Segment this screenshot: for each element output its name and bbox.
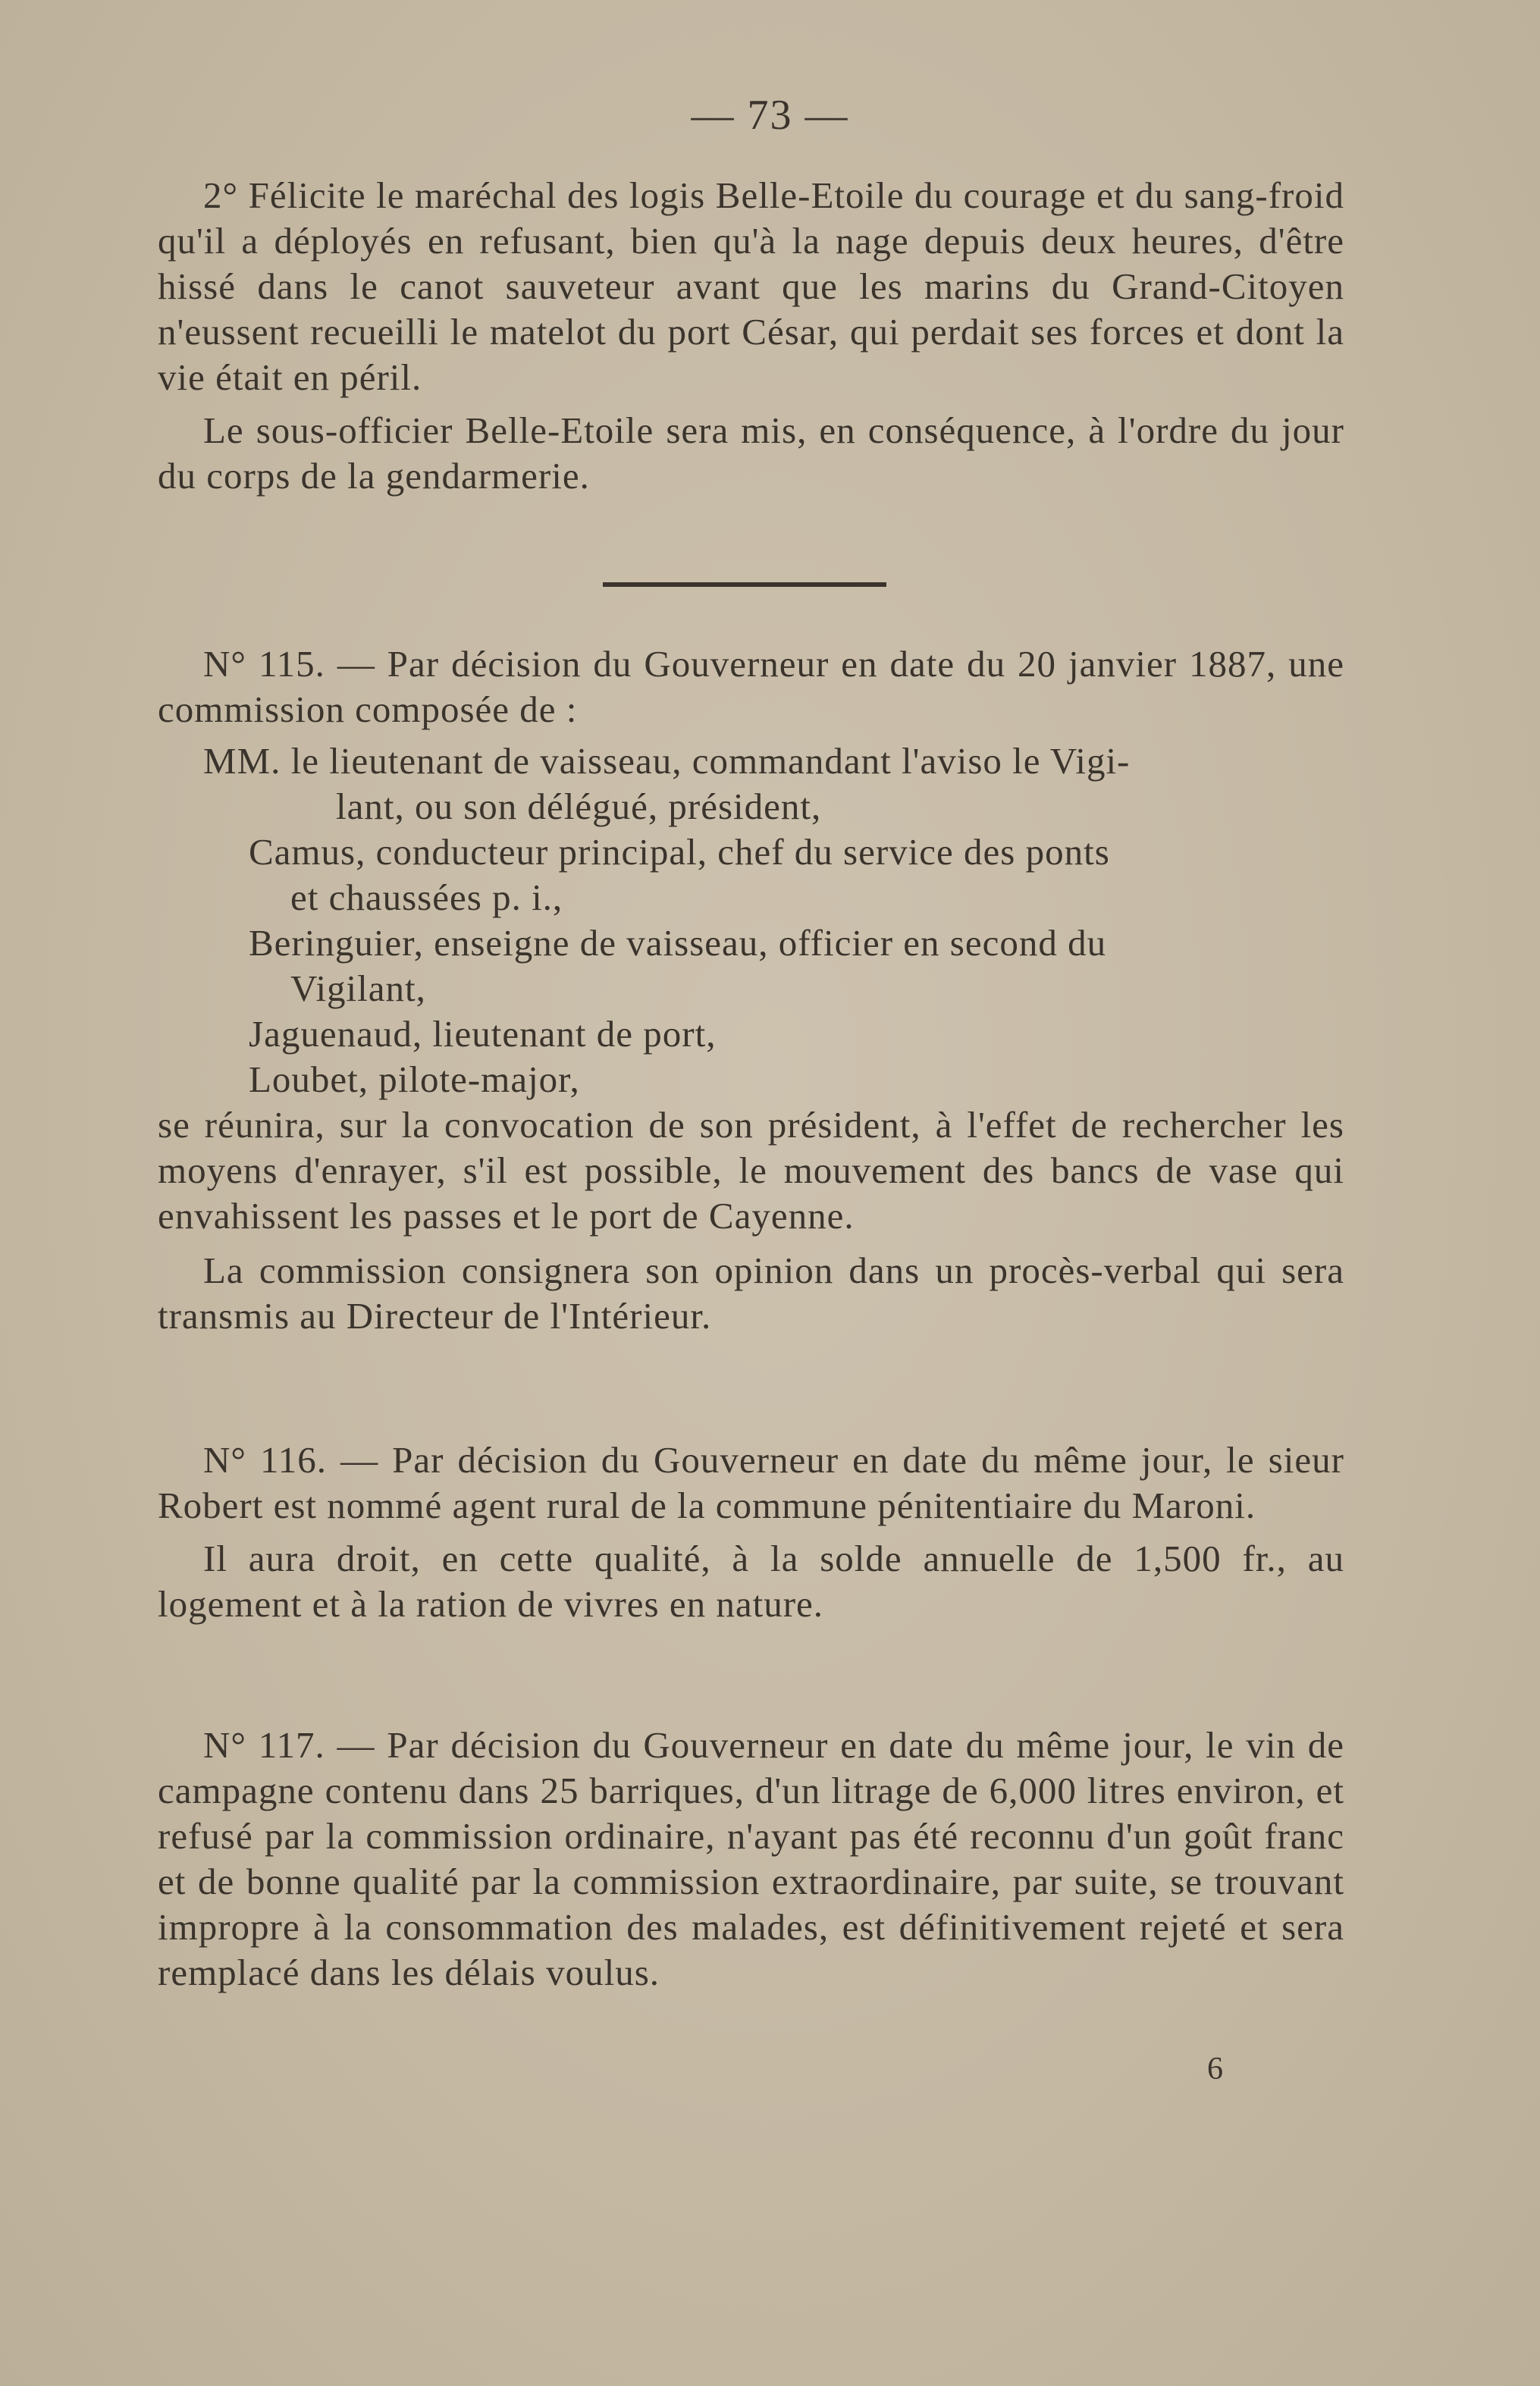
paragraph-7: Il aura droit, en cette qualité, à la solde annuelle de 1,500 fr., au logement et à la ration de vivres en nature.	[158, 1538, 1344, 1625]
paragraph-6: N° 116. — Par décision du Gouverneur en date du même jour, le sieur Robert est nommé agent rural de la commune pénitentiaire du Maroni.	[158, 1439, 1344, 1526]
member-row-4	[158, 1011, 1344, 1057]
member-3-line1: Beringuier, enseigne de vaisseau, officier en second du	[249, 922, 1107, 964]
decision-117	[158, 1723, 1344, 1996]
member-row-3	[158, 920, 1344, 1011]
member-row-1	[158, 738, 1344, 829]
commission-members	[158, 738, 1344, 1102]
member-2-line1: Camus, conducteur principal, chef du service des ponts	[249, 831, 1110, 873]
member-2-line2: et chaussées p. i.,	[290, 876, 563, 918]
paragraph-5: La commission consignera son opinion dans un procès-verbal qui sera transmis au Directeur de l'Intérieur.	[158, 1249, 1344, 1337]
paragraph-2: Le sous-officier Belle-Etoile sera mis, en conséquence, à l'ordre du jour du corps de la gendarmerie.	[158, 409, 1344, 497]
member-row-2	[158, 829, 1344, 920]
member-1-line1: MM. le lieutenant de vaisseau, commandant l'aviso le Vigi-	[203, 740, 1131, 782]
member-5-line1: Loubet, pilote-major,	[249, 1058, 580, 1100]
paragraph-4: se réunira, sur la convocation de son président, à l'effet de rechercher les moyens d'enrayer, s'il est possible, le mouvement des bancs de vase qui envahissent les passes et le port de Cayenne.	[158, 1104, 1344, 1237]
paragraph-8: N° 117. — Par décision du Gouverneur en date du même jour, le vin de campagne contenu dans 25 barriques, d'un litrage de 6,000 litres environ, et refusé par la commission ordinaire, n'ayant pas été reconnu d'un goût franc et de bonne qualité par la commission extraordinaire, par suite, se trouvant impropre à la consommation des malades, est définitivement rejeté et sera remplacé dans les délais voulus.	[158, 1724, 1344, 1993]
member-1-line2: lant, ou son délégué, président,	[336, 785, 822, 827]
signature-mark: 6	[1207, 2052, 1223, 2087]
decision-115	[158, 641, 1344, 1339]
decision-116	[158, 1438, 1344, 1627]
member-row-5	[158, 1057, 1344, 1102]
paragraph-3: N° 115. — Par décision du Gouverneur en date du 20 janvier 1887, une commission composée de :	[158, 643, 1344, 730]
member-3-line2: Vigilant,	[290, 967, 426, 1009]
page-number: — 73 —	[691, 92, 849, 139]
paragraph-felicitations	[158, 173, 1344, 499]
section-divider	[603, 582, 886, 587]
paragraph-1: 2° Félicite le maréchal des logis Belle-Etoile du courage et du sang-froid qu'il a déployés en refusant, bien qu'à la nage depuis deux heures, d'être hissé dans le canot sauveteur avant que les marins du Grand-Citoyen n'eussent recueilli le matelot du port César, qui perdait ses forces et dont la vie était en péril.	[158, 174, 1344, 398]
member-4-line1: Jaguenaud, lieutenant de port,	[249, 1013, 717, 1055]
